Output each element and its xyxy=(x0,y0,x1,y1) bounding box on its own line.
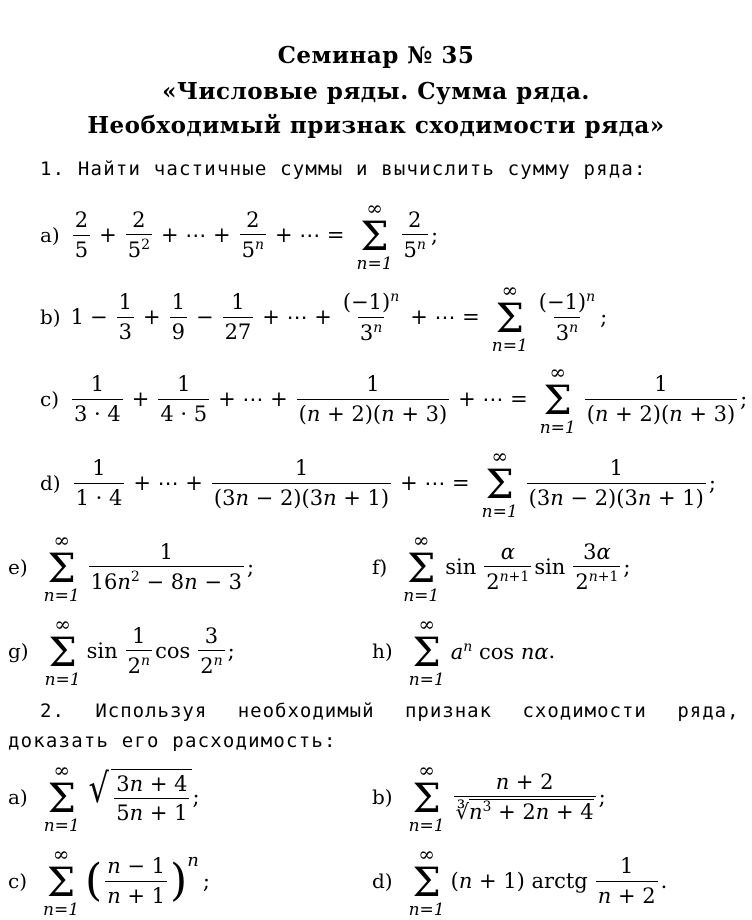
sum-symbol: ∞ Σ n=1 xyxy=(43,841,80,920)
sum-symbol: ∞ Σ n=1 xyxy=(491,277,528,356)
page-title: Семинар № 35 xyxy=(277,42,475,69)
sqrt: √ $\frac{3n + 4}{5n + 1}$ xyxy=(86,769,193,825)
page-subtitle-2: Необходимый признак сходимости ряда» xyxy=(87,112,665,139)
item-label: d) xyxy=(372,869,393,893)
task2-d: d) ∞ Σ n=1 (n + 1) arctg $\frac{1}{n + 2}$ . xyxy=(372,841,668,920)
sum-symbol: ∞ Σ n=1 xyxy=(539,359,576,438)
sum-symbol: ∞ Σ n=1 xyxy=(43,757,80,836)
item-label: f) xyxy=(372,555,388,579)
item-label: h) xyxy=(372,639,393,663)
sum-symbol: ∞ Σ n=1 xyxy=(408,841,445,920)
task1-statement: 1. Найти частичные суммы и вычислить сумму ряда: xyxy=(40,158,647,180)
sum-symbol: ∞ Σ n=1 xyxy=(408,757,445,836)
sum-symbol: ∞ Σ n=1 xyxy=(356,195,393,274)
item-label: b) xyxy=(40,305,61,329)
sum-symbol: ∞ Σ n=1 xyxy=(43,527,80,606)
task1-h: h) ∞ Σ n=1 $a^n$ cos nα . xyxy=(372,611,556,690)
item-label: b) xyxy=(372,785,393,809)
sum-symbol: ∞ Σ n=1 xyxy=(481,443,518,522)
task1-e: e) ∞ Σ n=1 $\frac{1}{16n^2 - 8n - 3}$ ; xyxy=(8,527,255,606)
task2-statement: 2. Используя необходимый признак сходимости ряда, xyxy=(40,700,740,722)
task2-c: c) ∞ Σ n=1 ( $\frac{n - 1}{n + 1}$ ) n ; xyxy=(8,841,210,920)
item-label: d) xyxy=(40,471,61,495)
item-label: c) xyxy=(40,387,60,411)
task2-b: b) ∞ Σ n=1 $\frac{n + 2}{∛n^3 + 2n + 4}$ ; xyxy=(372,757,606,836)
task1-g: g) ∞ Σ n=1 sin $\frac{1}{2^n}$ cos $\frac{3}{2^n}$ ; xyxy=(8,611,235,690)
sum-symbol: ∞ Σ n=1 xyxy=(408,611,445,690)
item-label: e) xyxy=(8,555,28,579)
task2-a: a) ∞ Σ n=1 √ $\frac{3n + 4}{5n + 1}$ ; xyxy=(8,757,200,836)
task1-d: d) $\frac{1}{1 \cdot 4}$ + ⋯ + $\frac{1}{(3n - 2)(3n + 1)}$ + ⋯ = ∞ Σ n=1 $\frac{1}{(3n - 2)(3n + 1)}$ ; xyxy=(40,443,716,522)
task1-b: b) 1 − $\frac{1}{3}$ + $\frac{1}{9}$ − $\frac{1}{27}$ + ⋯ + $\frac{(-1)^n}{3^n}$ + ⋯ = ∞ Σ n=1 $\frac{(-1)^n}{3^n}$ ; xyxy=(40,277,608,356)
item-label: a) xyxy=(40,223,60,247)
task1-a: a) $\frac{2}{5}$ + $\frac{2}{5^2}$ + ⋯ + $\frac{2}{5^n}$ + ⋯ = ∞ Σ n=1 $\frac{2}{5^n}$ ; xyxy=(40,195,439,274)
sum-symbol: ∞ Σ n=1 xyxy=(44,611,81,690)
page-subtitle: «Числовые ряды. Сумма ряда. xyxy=(162,78,590,105)
item-label: c) xyxy=(8,869,28,893)
sum-symbol: ∞ Σ n=1 xyxy=(403,527,440,606)
item-label: a) xyxy=(8,785,28,809)
task1-c: c) $\frac{1}{3 \cdot 4}$ + $\frac{1}{4 \cdot 5}$ + ⋯ + $\frac{1}{(n + 2)(n + 3)}$ + ⋯ = ∞ Σ n=1 $\frac{1}{(n + 2)(n + 3)}$ ; xyxy=(40,359,748,438)
item-label: g) xyxy=(8,639,29,663)
task2-statement-2: доказать его расходимость: xyxy=(8,730,337,752)
task1-f: f) ∞ Σ n=1 sin $\frac{\alpha}{2^{n+1}}$ sin $\frac{3\alpha}{2^{n+1}}$ ; xyxy=(372,527,631,606)
